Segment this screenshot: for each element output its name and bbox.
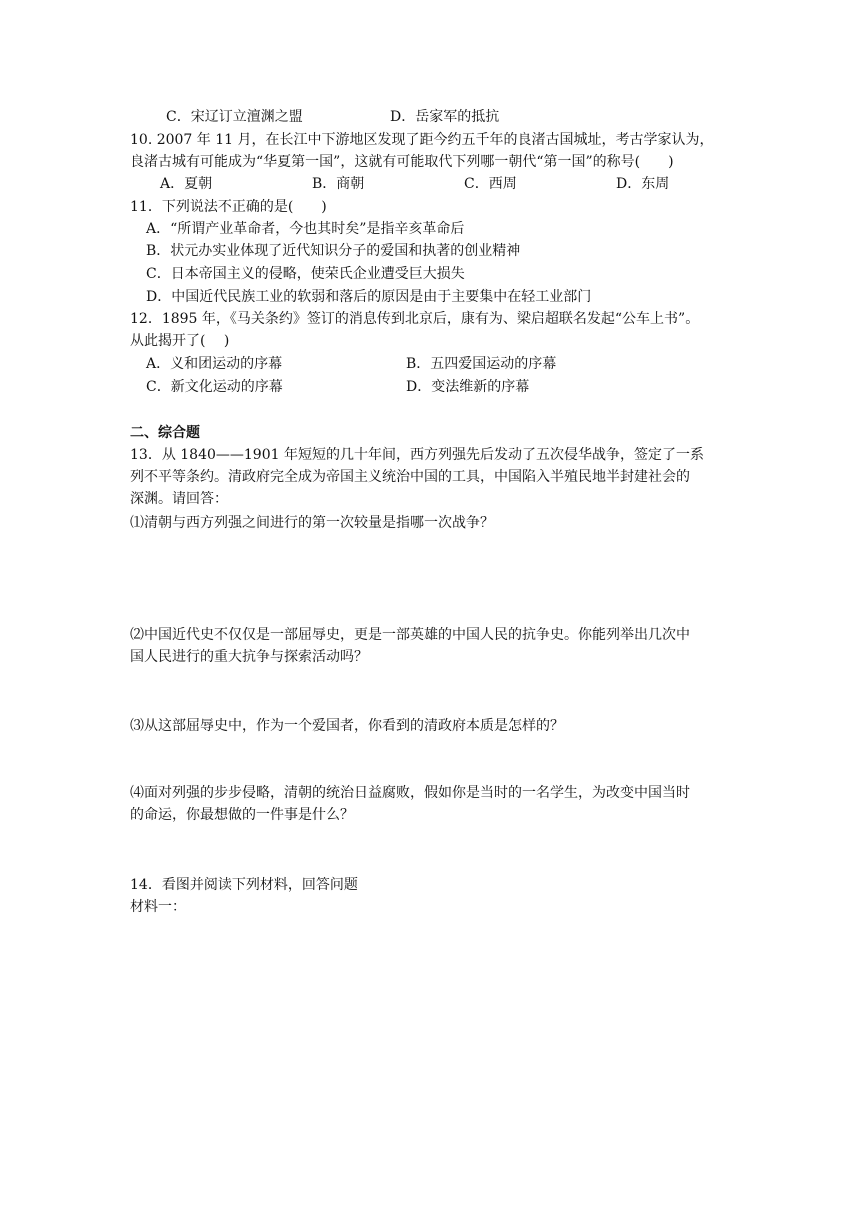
q13-sub-question-4-line-2: 的命运，你最想做的一件事是什么？ — [130, 807, 354, 823]
q14-material-1-label: 材料一： — [130, 899, 186, 915]
section-heading: 二、综合题 — [130, 425, 200, 441]
q13-sub-question-3: ⑶从这部屈辱史中，作为一个爱国者，你看到的清政府本质是怎样的？ — [130, 718, 564, 734]
q13-sub-question-1: ⑴清朝与西方列强之间进行的第一次较量是指哪一次战争？ — [130, 515, 494, 531]
q9-option-d: D．岳家军的抵抗 — [390, 109, 500, 125]
q12-option-c: C．新文化运动的序幕 — [146, 379, 283, 395]
q12-option-b: B．五四爱国运动的序幕 — [406, 356, 557, 372]
q11-option-c: C．日本帝国主义的侵略，使荣氏企业遭受巨大损失 — [146, 266, 465, 282]
q13-stem-line-3: 深渊。请回答： — [130, 491, 228, 507]
q12-stem-line-1: 12．1895 年，《马关条约》签订的消息传到北京后，康有为、梁启超联名发起“公车上书”。 — [130, 311, 700, 327]
q13-sub-question-4-line-1: ⑷面对列强的步步侵略，清朝的统治日益腐败，假如你是当时的一名学生，为改变中国当时 — [130, 785, 690, 801]
q9-option-c: C．宋辽订立澶渊之盟 — [166, 109, 303, 125]
q10-stem-line-1: 10. 2007 年 11 月，在长江中下游地区发现了距今约五千年的良渚古国城址，考古学家认为， — [130, 132, 714, 148]
q12-option-d: D．变法维新的序幕 — [406, 379, 530, 395]
q11-option-b: B．状元办实业体现了近代知识分子的爱国和执著的创业精神 — [146, 243, 521, 259]
q10-stem-line-2: 良渚古城有可能成为“华夏第一国”，这就有可能取代下列哪一朝代“第一国”的称号( ) — [130, 154, 674, 170]
q11-option-a: A．“所谓产业革命者，今也其时矣”是指辛亥革命后 — [146, 221, 465, 237]
q11-option-d: D．中国近代民族工业的软弱和落后的原因是由于主要集中在轻工业部门 — [146, 289, 592, 305]
q13-sub-question-2-line-1: ⑵中国近代史不仅仅是一部屈辱史，更是一部英雄的中国人民的抗争史。你能列举出几次中 — [130, 627, 690, 643]
q14-stem: 14．看图并阅读下列材料，回答问题 — [130, 877, 358, 893]
q12-stem-line-2: 从此揭开了( ) — [130, 333, 230, 349]
q13-sub-question-2-line-2: 国人民进行的重大抗争与探索活动吗？ — [130, 649, 368, 665]
q10-option-d: D．东周 — [616, 176, 670, 192]
q10-option-a: A．夏朝 — [160, 176, 213, 192]
q10-option-b: B．商朝 — [312, 176, 365, 192]
q11-stem: 11．下列说法不正确的是( ) — [130, 199, 327, 215]
q13-stem-line-1: 13．从 1840——1901 年短短的几十年间，西方列强先后发动了五次侵华战争，签定了一系 — [130, 447, 704, 463]
q12-option-a: A．义和团运动的序幕 — [146, 356, 283, 372]
q13-stem-line-2: 列不平等条约。清政府完全成为帝国主义统治中国的工具，中国陷入半殖民地半封建社会的 — [130, 469, 690, 485]
q10-option-c: C．西周 — [464, 176, 517, 192]
